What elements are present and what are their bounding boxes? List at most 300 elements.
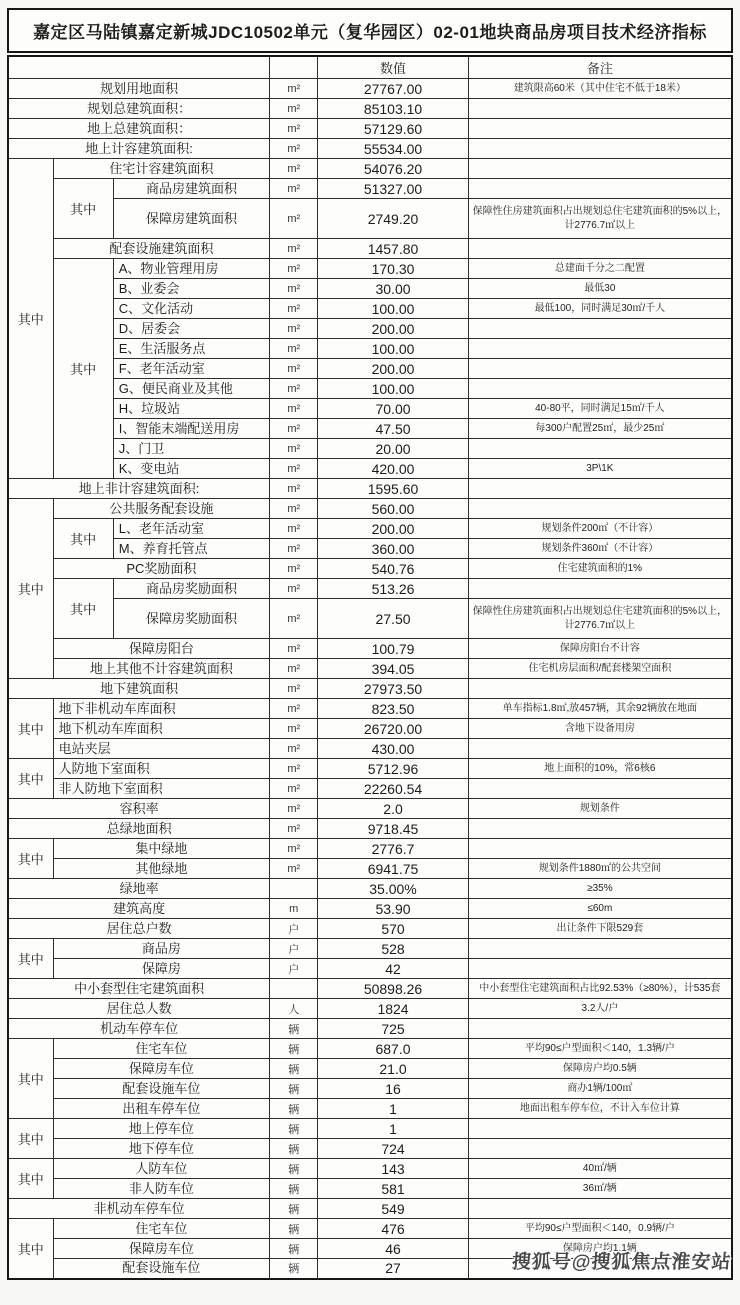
- row-label: 地下非机动车库面积: [53, 699, 270, 719]
- row-unit: m²: [270, 599, 318, 639]
- row-value: 2749.20: [318, 199, 468, 239]
- table-row: [8, 899, 732, 919]
- row-value: 394.05: [318, 659, 468, 679]
- row-value: 27767.00: [318, 79, 468, 99]
- row-unit: m²: [270, 99, 318, 119]
- table-row: [8, 1019, 732, 1039]
- row-unit: m²: [270, 179, 318, 199]
- row-unit: 辆: [270, 1019, 318, 1039]
- row-label: 保障房车位: [53, 1059, 270, 1079]
- table-row: [8, 659, 732, 679]
- row-note: [468, 939, 732, 959]
- row-unit: 辆: [270, 1179, 318, 1199]
- row-unit: m²: [270, 279, 318, 299]
- row-value: 540.76: [318, 559, 468, 579]
- row-value: 6941.75: [318, 859, 468, 879]
- row-note: 商办1辆/100㎡: [468, 1079, 732, 1099]
- row-unit: m²: [270, 299, 318, 319]
- row-unit: m²: [270, 839, 318, 859]
- row-value: 47.50: [318, 419, 468, 439]
- row-label: 商品房: [53, 939, 270, 959]
- row-unit: m²: [270, 119, 318, 139]
- row-note: 建筑限高60米（其中住宅不低于18米）: [468, 79, 732, 99]
- row-label: 地上计容建筑面积:: [8, 139, 270, 159]
- row-label: B、业委会: [113, 279, 269, 299]
- table-row: [8, 779, 732, 799]
- row-value: 570: [318, 919, 468, 939]
- row-note: [468, 1199, 732, 1219]
- row-note: ≥35%: [468, 879, 732, 899]
- row-unit: m²: [270, 379, 318, 399]
- level1-group-cell: 其中: [8, 1119, 53, 1159]
- row-unit: 辆: [270, 1059, 318, 1079]
- row-label: 地下停车位: [53, 1139, 270, 1159]
- page-title: 嘉定区马陆镇嘉定新城JDC10502单元（复华园区）02-01地块商品房项目技术经济指标: [7, 8, 733, 53]
- row-label: A、物业管理用房: [113, 259, 269, 279]
- row-label: 机动车停车位: [8, 1019, 270, 1039]
- row-unit: m²: [270, 679, 318, 699]
- row-value: 70.00: [318, 399, 468, 419]
- table-header-row: [8, 56, 732, 79]
- row-note: [468, 739, 732, 759]
- row-unit: m²: [270, 799, 318, 819]
- row-unit: m²: [270, 479, 318, 499]
- table-row: [8, 799, 732, 819]
- row-value: 476: [318, 1219, 468, 1239]
- table-row: [8, 1159, 732, 1179]
- row-note: 平均90≤户型面积＜140，0.9辆/户: [468, 1219, 732, 1239]
- row-label: M、养育托管点: [113, 539, 269, 559]
- row-value: 85103.10: [318, 99, 468, 119]
- table-row: [8, 539, 732, 559]
- level1-group-cell: 其中: [8, 159, 53, 479]
- row-note: [468, 179, 732, 199]
- table-row: [8, 759, 732, 779]
- row-label: F、老年活动室: [113, 359, 269, 379]
- row-value: 528: [318, 939, 468, 959]
- row-unit: m²: [270, 499, 318, 519]
- row-value: 2.0: [318, 799, 468, 819]
- row-label: H、垃圾站: [113, 399, 269, 419]
- row-note: 规划条件360㎡（不计容）: [468, 539, 732, 559]
- table-row: [8, 879, 732, 899]
- row-unit: 户: [270, 939, 318, 959]
- level1-group-cell: 其中: [8, 1159, 53, 1199]
- row-label: 保障房车位: [53, 1239, 270, 1259]
- table-row: [8, 859, 732, 879]
- row-unit: m²: [270, 699, 318, 719]
- table-row: [8, 959, 732, 979]
- row-value: 100.00: [318, 379, 468, 399]
- row-unit: [270, 879, 318, 899]
- row-label: 住宅车位: [53, 1219, 270, 1239]
- table-row: [8, 299, 732, 319]
- row-note: ≤60m: [468, 899, 732, 919]
- table-row: [8, 399, 732, 419]
- row-value: 581: [318, 1179, 468, 1199]
- row-label: 配套设施车位: [53, 1259, 270, 1279]
- row-unit: m²: [270, 439, 318, 459]
- row-note: 40㎡/辆: [468, 1159, 732, 1179]
- table-row: [8, 579, 732, 599]
- row-unit: 户: [270, 959, 318, 979]
- row-unit: 辆: [270, 1239, 318, 1259]
- row-value: 30.00: [318, 279, 468, 299]
- row-label: 配套设施车位: [53, 1079, 270, 1099]
- level1-group-cell: 其中: [8, 1039, 53, 1119]
- row-note: 出让条件下限529套: [468, 919, 732, 939]
- row-note: 3.2人/户: [468, 999, 732, 1019]
- row-value: 5712.96: [318, 759, 468, 779]
- row-value: 725: [318, 1019, 468, 1039]
- row-unit: m²: [270, 579, 318, 599]
- level1-group-cell: 其中: [8, 759, 53, 799]
- row-note: 总建面千分之二配置: [468, 259, 732, 279]
- table-row: [8, 519, 732, 539]
- row-label: 商品房奖励面积: [113, 579, 269, 599]
- table-row: [8, 1039, 732, 1059]
- row-note: [468, 1019, 732, 1039]
- row-note: 中小套型住宅建筑面积占比92.53%（≥80%），计535套: [468, 979, 732, 999]
- row-label: 地上其他不计容建筑面积: [53, 659, 270, 679]
- row-note: 40-80平，同时满足15㎡/千人: [468, 399, 732, 419]
- row-note: [468, 1139, 732, 1159]
- table-row: [8, 179, 732, 199]
- row-label: 非人防地下室面积: [53, 779, 270, 799]
- table-row: [8, 639, 732, 659]
- row-value: 420.00: [318, 459, 468, 479]
- table-row: [8, 699, 732, 719]
- row-label: 总绿地面积: [8, 819, 270, 839]
- row-unit: m²: [270, 459, 318, 479]
- row-value: 57129.60: [318, 119, 468, 139]
- row-label: 电站夹层: [53, 739, 270, 759]
- row-unit: 人: [270, 999, 318, 1019]
- table-row: [8, 1079, 732, 1099]
- row-label: 集中绿地: [53, 839, 270, 859]
- row-note: [468, 779, 732, 799]
- row-note: [468, 319, 732, 339]
- row-unit: m²: [270, 659, 318, 679]
- row-unit: m²: [270, 239, 318, 259]
- row-unit: m²: [270, 339, 318, 359]
- level1-group-cell: 其中: [8, 1219, 53, 1279]
- row-value: 100.79: [318, 639, 468, 659]
- table-row: [8, 419, 732, 439]
- row-unit: 辆: [270, 1199, 318, 1219]
- row-note: 36㎡/辆: [468, 1179, 732, 1199]
- row-label: 住宅计容建筑面积: [53, 159, 270, 179]
- row-value: 1457.80: [318, 239, 468, 259]
- level1-group-cell: 其中: [8, 699, 53, 759]
- level1-group-cell: 其中: [8, 939, 53, 979]
- row-value: 46: [318, 1239, 468, 1259]
- row-label: 规划总建筑面积：: [8, 99, 270, 119]
- row-label: 商品房建筑面积: [113, 179, 269, 199]
- row-value: 100.00: [318, 299, 468, 319]
- row-note: [468, 679, 732, 699]
- row-unit: 辆: [270, 1259, 318, 1279]
- table-row: [8, 119, 732, 139]
- table-row: [8, 99, 732, 119]
- row-label: 保障房: [53, 959, 270, 979]
- row-label: 规划用地面积: [8, 79, 270, 99]
- row-unit: m²: [270, 259, 318, 279]
- watermark: 搜狐号@搜狐焦点淮安站: [511, 1251, 733, 1273]
- row-label: 容积率: [8, 799, 270, 819]
- table-row: [8, 559, 732, 579]
- row-label: 绿地率: [8, 879, 270, 899]
- row-value: 1824: [318, 999, 468, 1019]
- row-value: 9718.45: [318, 819, 468, 839]
- row-note: 规划条件200㎡（不计容）: [468, 519, 732, 539]
- row-note: 地上面积的10%，常6核6: [468, 759, 732, 779]
- row-value: 360.00: [318, 539, 468, 559]
- table-body: [8, 56, 732, 1279]
- row-note: 最低100，同时满足30㎡/千人: [468, 299, 732, 319]
- row-label: 地上总建筑面积：: [8, 119, 270, 139]
- row-value: 560.00: [318, 499, 468, 519]
- row-unit: 辆: [270, 1119, 318, 1139]
- row-label: 保障房建筑面积: [113, 199, 269, 239]
- row-value: 53.90: [318, 899, 468, 919]
- row-value: 724: [318, 1139, 468, 1159]
- table-row: [8, 1219, 732, 1239]
- row-label: 其他绿地: [53, 859, 270, 879]
- row-note: 规划条件1880㎡的公共空间: [468, 859, 732, 879]
- row-label: 中小套型住宅建筑面积: [8, 979, 270, 999]
- header-label-cell: [8, 56, 270, 79]
- row-value: 100.00: [318, 339, 468, 359]
- row-note: 保障房户均0.5辆: [468, 1059, 732, 1079]
- table-row: [8, 359, 732, 379]
- row-value: 1595.60: [318, 479, 468, 499]
- row-label: 保障房阳台: [53, 639, 270, 659]
- table-row: [8, 679, 732, 699]
- row-note: [468, 119, 732, 139]
- table-row: [8, 999, 732, 1019]
- level2-group-cell: 其中: [53, 579, 113, 639]
- row-unit: 辆: [270, 1139, 318, 1159]
- row-value: 27: [318, 1259, 468, 1279]
- table-row: [8, 279, 732, 299]
- table-row: [8, 259, 732, 279]
- table-row: [8, 839, 732, 859]
- row-unit: 辆: [270, 1039, 318, 1059]
- row-unit: m: [270, 899, 318, 919]
- table-row: [8, 239, 732, 259]
- level1-group-cell: 其中: [8, 839, 53, 879]
- row-label: J、门卫: [113, 439, 269, 459]
- table-row: [8, 339, 732, 359]
- row-value: 2776.7: [318, 839, 468, 859]
- table-row: [8, 459, 732, 479]
- row-label: 公共服务配套设施: [53, 499, 270, 519]
- row-value: 51327.00: [318, 179, 468, 199]
- row-unit: m²: [270, 359, 318, 379]
- row-value: 1: [318, 1119, 468, 1139]
- row-value: 20.00: [318, 439, 468, 459]
- row-label: 住宅车位: [53, 1039, 270, 1059]
- row-note: [468, 339, 732, 359]
- row-value: 55534.00: [318, 139, 468, 159]
- header-value-cell: 数值: [318, 56, 468, 79]
- table-row: [8, 1179, 732, 1199]
- row-note: [468, 99, 732, 119]
- row-note: 住宅机房层面积/配套楼架空面积: [468, 659, 732, 679]
- row-note: [468, 839, 732, 859]
- row-note: 保障性住房建筑面积占出规划总住宅建筑面积的5%以上，计2776.7㎡以上: [468, 599, 732, 639]
- table-row: [8, 599, 732, 639]
- row-label: 人防地下室面积: [53, 759, 270, 779]
- row-label: PC奖励面积: [53, 559, 270, 579]
- row-value: 16: [318, 1079, 468, 1099]
- row-label: D、居委会: [113, 319, 269, 339]
- row-label: 人防车位: [53, 1159, 270, 1179]
- row-note: [468, 1119, 732, 1139]
- row-value: 26720.00: [318, 719, 468, 739]
- row-note: 保障房阳台不计容: [468, 639, 732, 659]
- row-value: 513.26: [318, 579, 468, 599]
- row-label: 地下建筑面积: [8, 679, 270, 699]
- row-value: 35.00%: [318, 879, 468, 899]
- level1-group-cell: 其中: [8, 499, 53, 679]
- row-unit: 辆: [270, 1219, 318, 1239]
- table-row: [8, 499, 732, 519]
- row-note: 最低30: [468, 279, 732, 299]
- row-unit: m²: [270, 139, 318, 159]
- row-value: 50898.26: [318, 979, 468, 999]
- row-note: 住宅建筑面积的1%: [468, 559, 732, 579]
- row-value: 22260.54: [318, 779, 468, 799]
- table-row: [8, 819, 732, 839]
- row-label: 地上非计容建筑面积:: [8, 479, 270, 499]
- row-unit: m²: [270, 199, 318, 239]
- row-note: [468, 479, 732, 499]
- row-unit: m²: [270, 559, 318, 579]
- row-unit: m²: [270, 159, 318, 179]
- row-unit: m²: [270, 859, 318, 879]
- row-unit: m²: [270, 79, 318, 99]
- row-label: 配套设施建筑面积: [53, 239, 270, 259]
- row-note: [468, 819, 732, 839]
- row-value: 200.00: [318, 319, 468, 339]
- level2-group-cell: 其中: [53, 519, 113, 559]
- row-note: 单车指标1.8㎡,放457辆，其余92辆放在地面: [468, 699, 732, 719]
- row-note: [468, 159, 732, 179]
- row-label: C、文化活动: [113, 299, 269, 319]
- indicators-table: [7, 55, 733, 1280]
- table-row: [8, 199, 732, 239]
- row-value: 170.30: [318, 259, 468, 279]
- row-value: 143: [318, 1159, 468, 1179]
- row-unit: m²: [270, 739, 318, 759]
- row-unit: m²: [270, 539, 318, 559]
- header-unit-cell: [270, 56, 318, 79]
- table-row: [8, 979, 732, 999]
- table-row: [8, 79, 732, 99]
- row-unit: [270, 979, 318, 999]
- row-label: 非机动车停车位: [8, 1199, 270, 1219]
- row-unit: m²: [270, 639, 318, 659]
- row-unit: 户: [270, 919, 318, 939]
- row-note: 规划条件: [468, 799, 732, 819]
- table-row: [8, 939, 732, 959]
- row-value: 27.50: [318, 599, 468, 639]
- row-unit: m²: [270, 719, 318, 739]
- row-value: 42: [318, 959, 468, 979]
- header-note-cell: 备注: [468, 56, 732, 79]
- row-note: 保障房户均1.1辆: [468, 1239, 732, 1259]
- row-label: 非人防车位: [53, 1179, 270, 1199]
- row-note: 地面出租车停车位，不计入车位计算: [468, 1099, 732, 1119]
- row-unit: m²: [270, 819, 318, 839]
- level2-group-cell: 其中: [53, 179, 113, 239]
- row-label: L、老年活动室: [113, 519, 269, 539]
- row-label: 居住总户数: [8, 919, 270, 939]
- row-unit: m²: [270, 419, 318, 439]
- row-label: I、智能末端配送用房: [113, 419, 269, 439]
- row-label: G、便民商业及其他: [113, 379, 269, 399]
- row-note: [468, 439, 732, 459]
- row-value: 430.00: [318, 739, 468, 759]
- row-value: 549: [318, 1199, 468, 1219]
- row-value: 21.0: [318, 1059, 468, 1079]
- row-note: [468, 139, 732, 159]
- row-note: 含地下设备用房: [468, 719, 732, 739]
- table-row: [8, 919, 732, 939]
- row-label: K、变电站: [113, 459, 269, 479]
- row-value: 54076.20: [318, 159, 468, 179]
- row-label: 地上停车位: [53, 1119, 270, 1139]
- row-label: E、生活服务点: [113, 339, 269, 359]
- row-unit: 辆: [270, 1159, 318, 1179]
- row-unit: m²: [270, 779, 318, 799]
- row-unit: 辆: [270, 1079, 318, 1099]
- table-row: [8, 1099, 732, 1119]
- row-label: 建筑高度: [8, 899, 270, 919]
- table-row: [8, 1139, 732, 1159]
- table-row: [8, 319, 732, 339]
- table-row: [8, 479, 732, 499]
- row-note: [468, 579, 732, 599]
- table-row: [8, 739, 732, 759]
- row-unit: 辆: [270, 1099, 318, 1119]
- table-row: [8, 1199, 732, 1219]
- row-value: 687.0: [318, 1039, 468, 1059]
- row-unit: m²: [270, 319, 318, 339]
- table-row: [8, 139, 732, 159]
- row-note: 3P\1K: [468, 459, 732, 479]
- row-value: 27973.50: [318, 679, 468, 699]
- row-label: 保障房奖励面积: [113, 599, 269, 639]
- row-unit: m²: [270, 399, 318, 419]
- row-label: 出租车停车位: [53, 1099, 270, 1119]
- row-note: 平均90≤户型面积＜140，1.3辆/户: [468, 1039, 732, 1059]
- row-note: [468, 239, 732, 259]
- table-row: [8, 159, 732, 179]
- row-unit: m²: [270, 519, 318, 539]
- table-row: [8, 1119, 732, 1139]
- row-note: [468, 959, 732, 979]
- row-note: 每300户配置25㎡，最少25㎡: [468, 419, 732, 439]
- row-label: 地下机动车库面积: [53, 719, 270, 739]
- table-row: [8, 719, 732, 739]
- row-label: 居住总人数: [8, 999, 270, 1019]
- row-note: 保障性住房建筑面积占出规划总住宅建筑面积的5%以上，计2776.7㎡以上: [468, 199, 732, 239]
- table-row: [8, 439, 732, 459]
- table-row: [8, 379, 732, 399]
